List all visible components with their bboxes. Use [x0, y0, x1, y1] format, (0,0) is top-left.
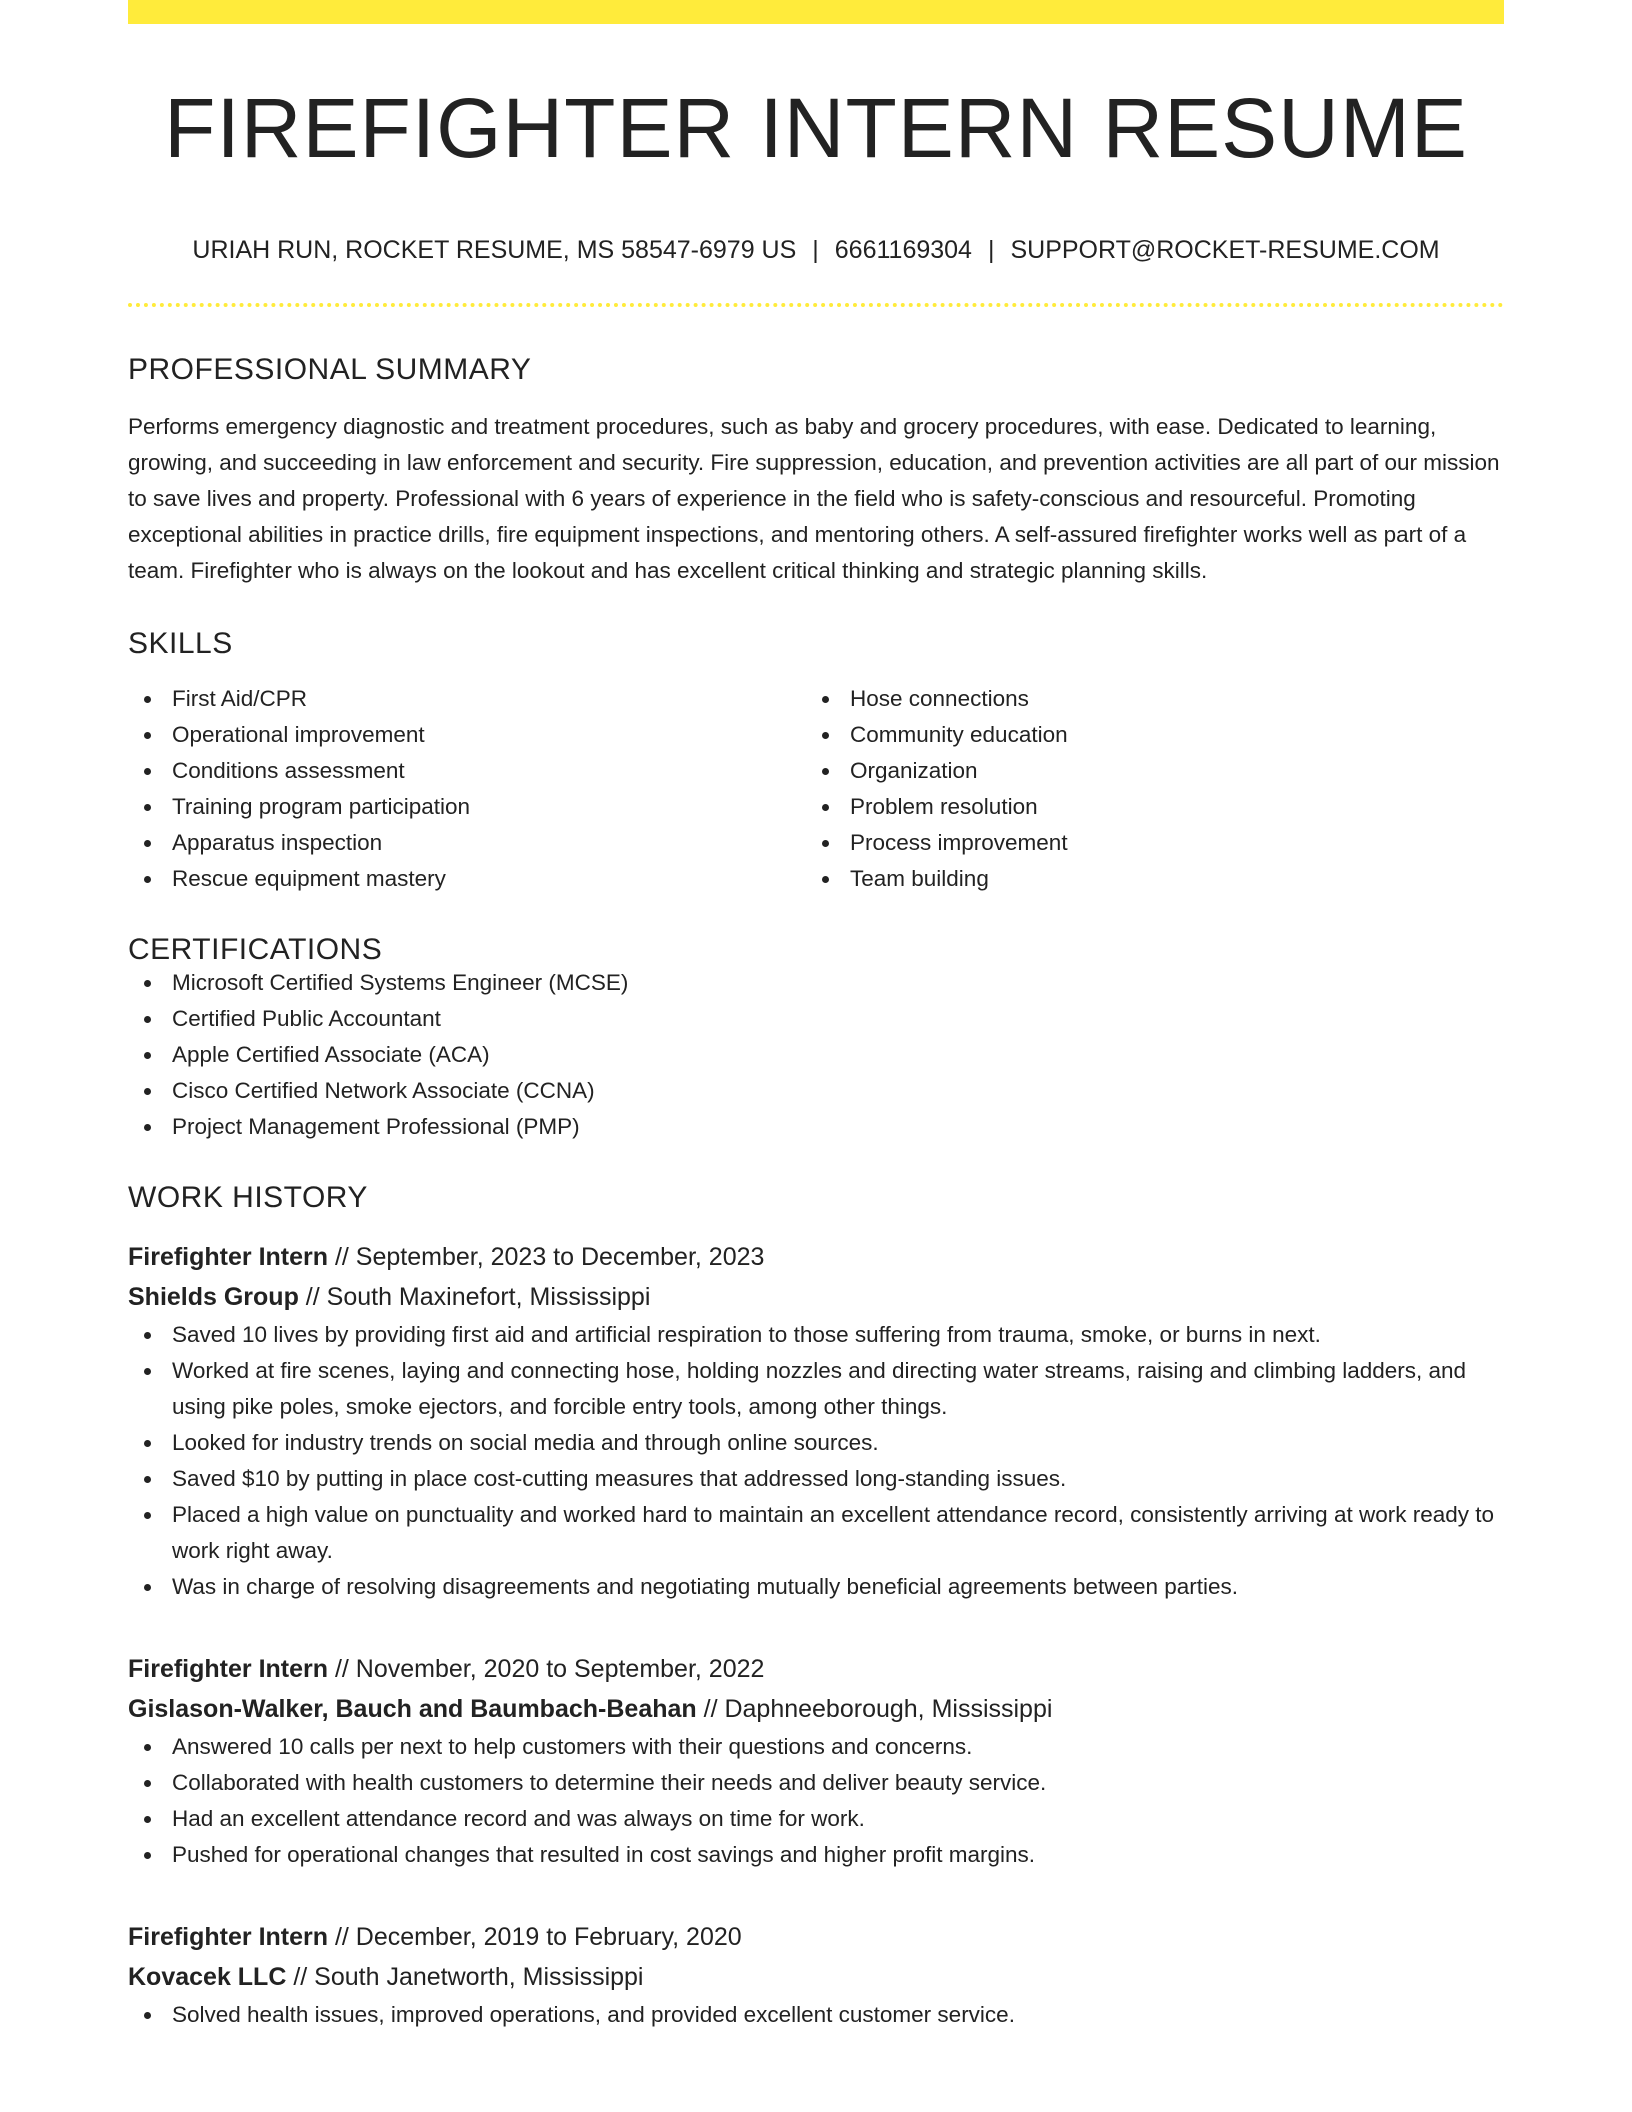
certification-item: Cisco Certified Network Associate (CCNA)	[128, 1073, 1504, 1109]
resume-page	[128, 0, 1504, 2033]
certification-item: Certified Public Accountant	[128, 1001, 1504, 1037]
dotted-divider	[128, 303, 1504, 307]
summary-heading: PROFESSIONAL SUMMARY	[128, 353, 532, 386]
skills-column-right	[806, 681, 1484, 897]
skill-item: Hose connections	[806, 681, 1484, 717]
job-company-line	[128, 1277, 1504, 1317]
job-role: Firefighter Intern	[128, 1655, 329, 1683]
skill-item: Problem resolution	[806, 789, 1484, 825]
skill-item: First Aid/CPR	[128, 681, 806, 717]
job-location: // Daphneeborough, Mississippi	[696, 1695, 1053, 1723]
certification-item: Apple Certified Associate (ACA)	[128, 1037, 1504, 1073]
job-entry	[128, 1917, 1504, 2033]
skill-item: Training program participation	[128, 789, 806, 825]
contact-phone: 6661169304	[834, 236, 972, 264]
job-duty: Pushed for operational changes that resulted in cost savings and higher profit margins.	[128, 1837, 1504, 1873]
job-duties-list	[128, 1997, 1504, 2033]
contact-line	[128, 238, 1504, 263]
job-title-line	[128, 1917, 1504, 1957]
contact-separator: |	[812, 236, 819, 264]
skill-item: Community education	[806, 717, 1484, 753]
certification-item: Microsoft Certified Systems Engineer (MCSE)	[128, 965, 1504, 1001]
job-duty: Solved health issues, improved operations, and provided excellent customer service.	[128, 1997, 1504, 2033]
job-title-line	[128, 1237, 1504, 1277]
skill-item: Rescue equipment mastery	[128, 861, 806, 897]
job-company: Kovacek LLC	[128, 1963, 287, 1991]
job-duty: Saved $10 by putting in place cost-cutting measures that addressed long-standing issues.	[128, 1461, 1504, 1497]
skills-list-right	[806, 681, 1484, 897]
job-dates: // December, 2019 to February, 2020	[328, 1923, 742, 1951]
job-company: Gislason-Walker, Bauch and Baumbach-Beahan	[128, 1695, 697, 1723]
top-accent-bar	[128, 0, 1504, 24]
contact-address: URIAH RUN, ROCKET RESUME, MS 58547-6979 US	[192, 236, 797, 264]
job-duty: Worked at fire scenes, laying and connecting hose, holding nozzles and directing water streams, raising and climbing ladders, and using pike poles, smoke ejectors, and forcible entry tools, among other things.	[128, 1353, 1504, 1425]
job-location: // South Janetworth, Mississippi	[286, 1963, 644, 1991]
job-location: // South Maxinefort, Mississippi	[298, 1283, 651, 1311]
skill-item: Apparatus inspection	[128, 825, 806, 861]
resume-title: FIREFIGHTER INTERN RESUME	[164, 81, 1468, 175]
job-dates: // September, 2023 to December, 2023	[328, 1243, 765, 1271]
job-duty: Placed a high value on punctuality and worked hard to maintain an excellent attendance record, consistently arriving at work ready to work right away.	[128, 1497, 1504, 1569]
job-role: Firefighter Intern	[128, 1923, 329, 1951]
job-duty: Was in charge of resolving disagreements and negotiating mutually beneficial agreements between parties.	[128, 1569, 1504, 1605]
job-duties-list	[128, 1729, 1504, 1873]
work-history-heading: WORK HISTORY	[128, 1181, 368, 1214]
job-company: Shields Group	[128, 1283, 299, 1311]
job-duties-list	[128, 1317, 1504, 1605]
job-dates: // November, 2020 to September, 2022	[328, 1655, 765, 1683]
job-company-line	[128, 1957, 1504, 1997]
contact-separator: |	[987, 236, 995, 264]
skill-item: Process improvement	[806, 825, 1484, 861]
skills-heading: SKILLS	[128, 627, 233, 660]
job-entry	[128, 1649, 1504, 1873]
job-title-line	[128, 1649, 1504, 1689]
skill-item: Operational improvement	[128, 717, 806, 753]
job-duty: Looked for industry trends on social media and through online sources.	[128, 1425, 1504, 1461]
job-duty: Collaborated with health customers to determine their needs and deliver beauty service.	[128, 1765, 1504, 1801]
job-duty: Had an excellent attendance record and was always on time for work.	[128, 1801, 1504, 1837]
skills-grid	[128, 681, 1504, 897]
skill-item: Team building	[806, 861, 1484, 897]
job-role: Firefighter Intern	[128, 1243, 329, 1271]
job-duty: Saved 10 lives by providing first aid and artificial respiration to those suffering from trauma, smoke, or burns in next.	[128, 1317, 1504, 1353]
job-duty: Answered 10 calls per next to help customers with their questions and concerns.	[128, 1729, 1504, 1765]
certifications-heading: CERTIFICATIONS	[128, 933, 383, 966]
certification-item: Project Management Professional (PMP)	[128, 1109, 1504, 1145]
skills-list-left	[128, 681, 806, 897]
contact-email: SUPPORT@ROCKET-RESUME.COM	[1010, 236, 1440, 264]
skills-column-left	[128, 681, 806, 897]
skill-item: Organization	[806, 753, 1484, 789]
job-entry	[128, 1237, 1504, 1605]
summary-text: Performs emergency diagnostic and treatment procedures, such as baby and grocery procedures, with ease. Dedicated to learning, growing, and succeeding in law enforcement and security. Fire suppression, education, and prevention activities are all part of our mission to save lives and property. Professional with 6 years of experience in the field who is safety-conscious and resourceful. Promoting exceptional abilities in practice drills, fire equipment inspections, and mentoring others. A self-assured firefighter works well as part of a team. Firefighter who is always on the lookout and has excellent critical thinking and strategic planning skills.	[128, 414, 1500, 583]
certifications-list	[128, 965, 1504, 1145]
skill-item: Conditions assessment	[128, 753, 806, 789]
job-company-line	[128, 1689, 1504, 1729]
